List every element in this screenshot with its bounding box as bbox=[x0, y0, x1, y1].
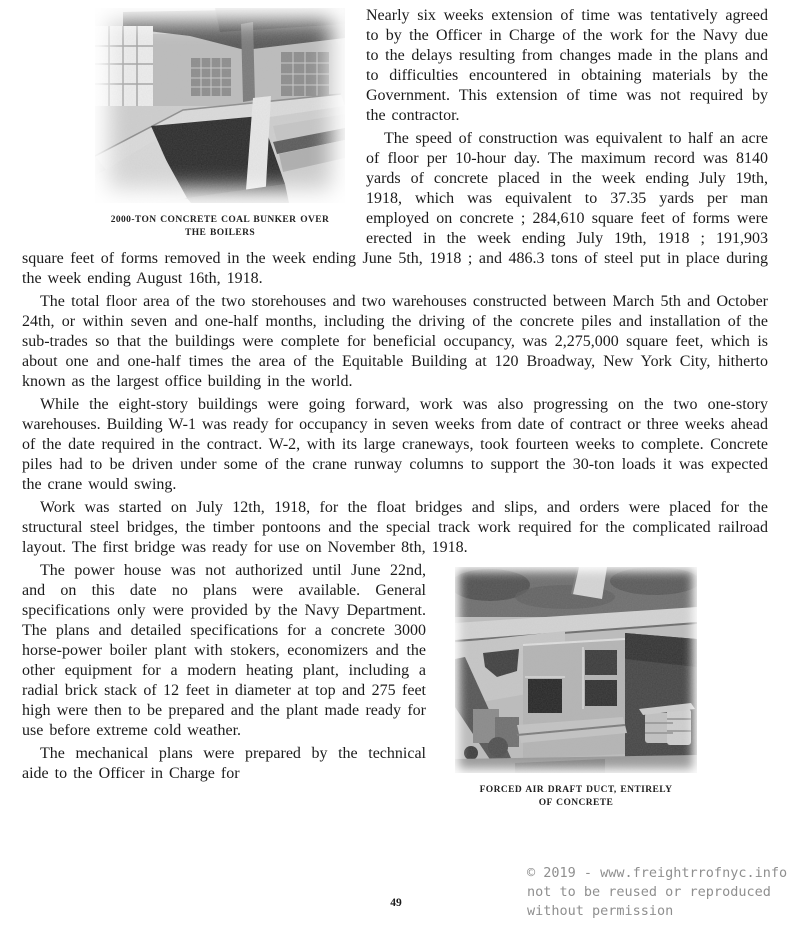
paragraph-power-house: The power house was not authorized until June 22nd, and on this date no plans were available. General specifications only were provided by the Navy Department. The plans and detailed specifications for a concrete 3000 horse-power boiler plant with stokers, economizers and the other equipment for a modern heating plant, including a radial brick stack of 12 feet in diameter at top and 275 feet high were then to be prepared and the plant made ready for use before extreme cold weather. bbox=[22, 562, 426, 739]
paragraph-float-bridges: Work was started on July 12th, 1918, for the float bridges and slips, and orders were placed for the structural steel bridges, the timber pontoons and the special track work required for the complicated railroad layout. The first bridge was ready for use on November 8th, 1918. bbox=[22, 499, 768, 556]
watermark-line-1: © 2019 - www.freightrrofnyc.info bbox=[527, 865, 788, 881]
figure-draft-duct bbox=[440, 567, 768, 810]
paragraph-mechanical-plans: The mechanical plans were prepared by the technical aide to the Officer in Charge for bbox=[22, 745, 426, 782]
draft-duct-photo-frame bbox=[455, 567, 697, 773]
page-number: 49 bbox=[390, 897, 402, 909]
draft-duct-photo bbox=[455, 567, 697, 773]
paragraph-extension-of-time: Nearly six weeks extension of time was tentatively agreed to by the Officer in Charge of the work for the Navy due to the delays resulting from changes made in the plans and to difficulties encountered in obtaining materials by the Government. This extension of time was not required by the contractor. bbox=[366, 7, 768, 124]
paragraph-total-floor-area: The total floor area of the two storehouses and two warehouses constructed between March 5th and October 24th, or within seven and one-half months, including the driving of the concrete piles and installation of the sub-trades so that the buildings were complete for beneficial occupancy, was 2,275,000 square feet, which is about one and one-half times the area of the Equitable Building at 120 Broadway, New York City, hitherto known as the largest office building in the world. bbox=[22, 293, 768, 390]
paragraph-speed-of-construction: The speed of construction was equivalent to half an acre of floor per 10-hour day. The maximum record was 8140 yards of concrete placed in the week ending July 19th, 1918, which was equivalent to 37.35 yards per man employed on concrete ; 284,610 square feet of forms were erected in the week ending July 19th, 1918 ; 191,903 square feet of forms removed in the week ending June 5th, 1918 ; and 486.3 tons of steel put in place during the week ending August 16th, 1918. bbox=[22, 130, 768, 287]
copyright-watermark bbox=[527, 864, 787, 921]
draft-duct-caption-line-2: OF CONCRETE bbox=[538, 798, 614, 808]
coal-bunker-caption-line-2: THE BOILERS bbox=[184, 228, 256, 238]
paragraph-warehouses-progress: While the eight-story buildings were going forward, work was also progressing on the two one-story warehouses. Building W-1 was ready for occupancy in seven weeks from date of contract or three weeks ahead of the date required in the contract. W-2, with its large craneways, took fourteen weeks to complete. Concrete piles had to be driven under some of the crane runway columns to support the 30-ton loads it was expected the crane would swing. bbox=[22, 396, 768, 493]
figure-coal-bunker bbox=[22, 8, 354, 240]
coal-bunker-photo bbox=[95, 8, 345, 203]
watermark-line-2: not to be reused or reproduced bbox=[527, 884, 771, 900]
coal-bunker-caption bbox=[95, 214, 345, 240]
draft-duct-caption bbox=[455, 784, 697, 810]
coal-bunker-photo-frame bbox=[95, 8, 345, 203]
watermark-line-3: without permission bbox=[527, 903, 674, 919]
coal-bunker-caption-line-1: 2000-TON CONCRETE COAL BUNKER OVER bbox=[110, 215, 330, 225]
draft-duct-caption-line-1: FORCED AIR DRAFT DUCT, ENTIRELY bbox=[479, 785, 673, 795]
